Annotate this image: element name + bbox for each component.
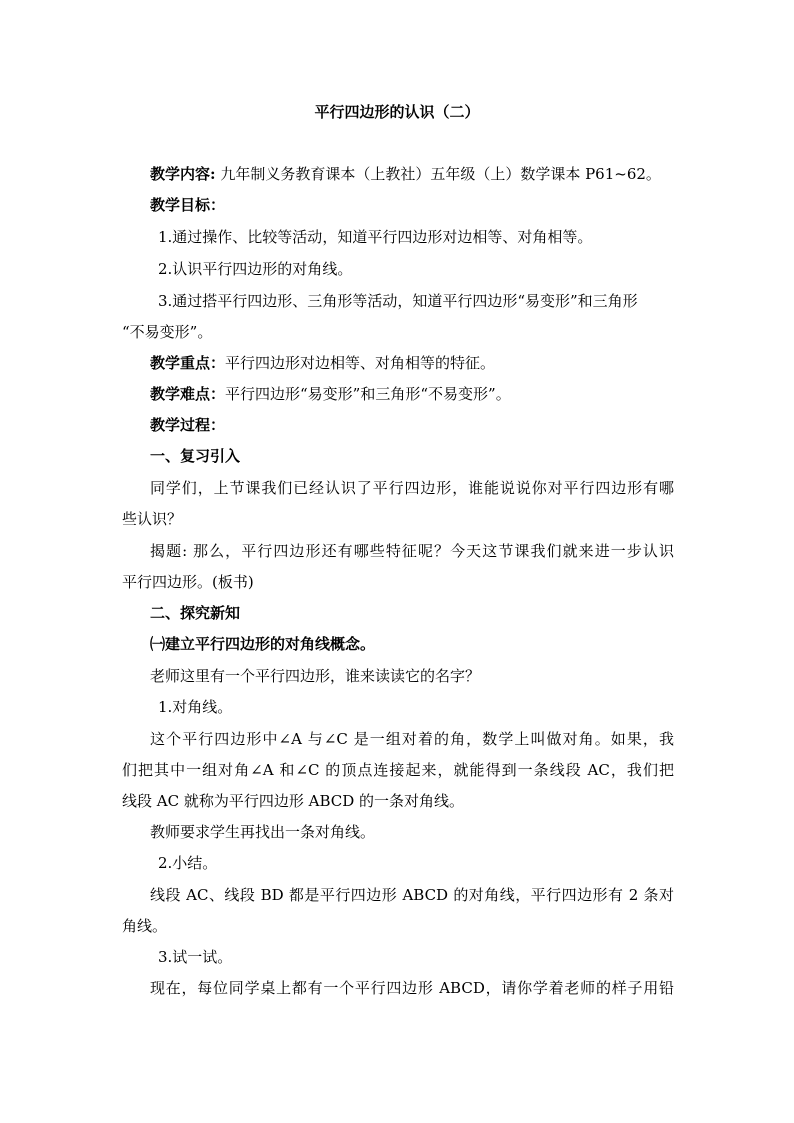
goal-item-1: 1.通过操作、比较等活动，知道平行四边形对边相等、对角相等。 (158, 228, 593, 246)
review-para-1-line-1: 同学们，上节课我们已经认识了平行四边形，谁能说说你对平行四边形有哪 (150, 479, 674, 497)
document-title: 平行四边形的认识（二） (314, 103, 480, 121)
process-heading: 教学过程： (150, 416, 226, 434)
explore-para-2-line-3: 线段 AC 就称为平行四边形 ABCD 的一条对角线。 (122, 792, 465, 810)
review-para-2-line-1: 揭题: 那么，平行四边形还有哪些特征呢？今天这节课我们就来进一步认识 (150, 542, 674, 560)
explore-para-5-line-1: 现在，每位同学桌上都有一个平行四边形 ABCD，请你学着老师的样子用铅 (150, 979, 674, 997)
teaching-goals-heading: 教学目标： (150, 196, 226, 214)
explore-para-4-line-2: 角线。 (122, 917, 168, 935)
difficulty-text: 平行四边形“易变形”和三角形“不易变形”。 (225, 385, 511, 403)
explore-step-2: 2.小结。 (158, 854, 218, 872)
teaching-content-label: 教学内容: (150, 165, 216, 183)
review-para-1-line-2: 些认识？ (122, 510, 183, 528)
explore-step-1: 1.对角线。 (158, 698, 233, 716)
explore-para-4-line-1: 线段 AC、线段 BD 都是平行四边形 ABCD 的对角线，平行四边形有 2 条对 (150, 886, 674, 904)
review-para-2-line-2: 平行四边形。(板书) (122, 573, 254, 591)
key-point-line (150, 351, 495, 375)
goal-item-3-line-1: 3.通过搭平行四边形、三角形等活动，知道平行四边形“易变形”和三角形 (158, 292, 638, 310)
explore-step-3: 3.试一试。 (158, 948, 233, 966)
key-point-label: 教学重点： (150, 354, 226, 372)
explore-sub-heading: ㈠建立平行四边形的对角线概念。 (150, 635, 376, 653)
explore-para-3: 教师要求学生再找出一条对角线。 (150, 823, 376, 841)
key-point-text: 平行四边形对边相等、对角相等的特征。 (225, 354, 496, 372)
explore-para-1: 老师这里有一个平行四边形，谁来读读它的名字？ (150, 667, 481, 685)
goal-item-3-line-2: “不易变形”。 (122, 323, 213, 341)
difficulty-line (150, 382, 511, 406)
review-heading: 一、复习引入 (150, 447, 241, 465)
explore-para-2-line-1: 这个平行四边形中∠A 与∠C 是一组对着的角，数学上叫做对角。如果，我 (150, 730, 674, 748)
teaching-content-text: 九年制义务教育课本（上教社）五年级（上）数学课本 P61~62。 (215, 165, 661, 183)
explore-para-2-line-2: 们把其中一组对角∠A 和∠C 的顶点连接起来，就能得到一条线段 AC，我们把 (122, 761, 674, 779)
difficulty-label: 教学难点： (150, 385, 226, 403)
teaching-content-line (150, 162, 661, 186)
goal-item-2: 2.认识平行四边形的对角线。 (158, 260, 353, 278)
explore-heading: 二、探究新知 (150, 604, 241, 622)
